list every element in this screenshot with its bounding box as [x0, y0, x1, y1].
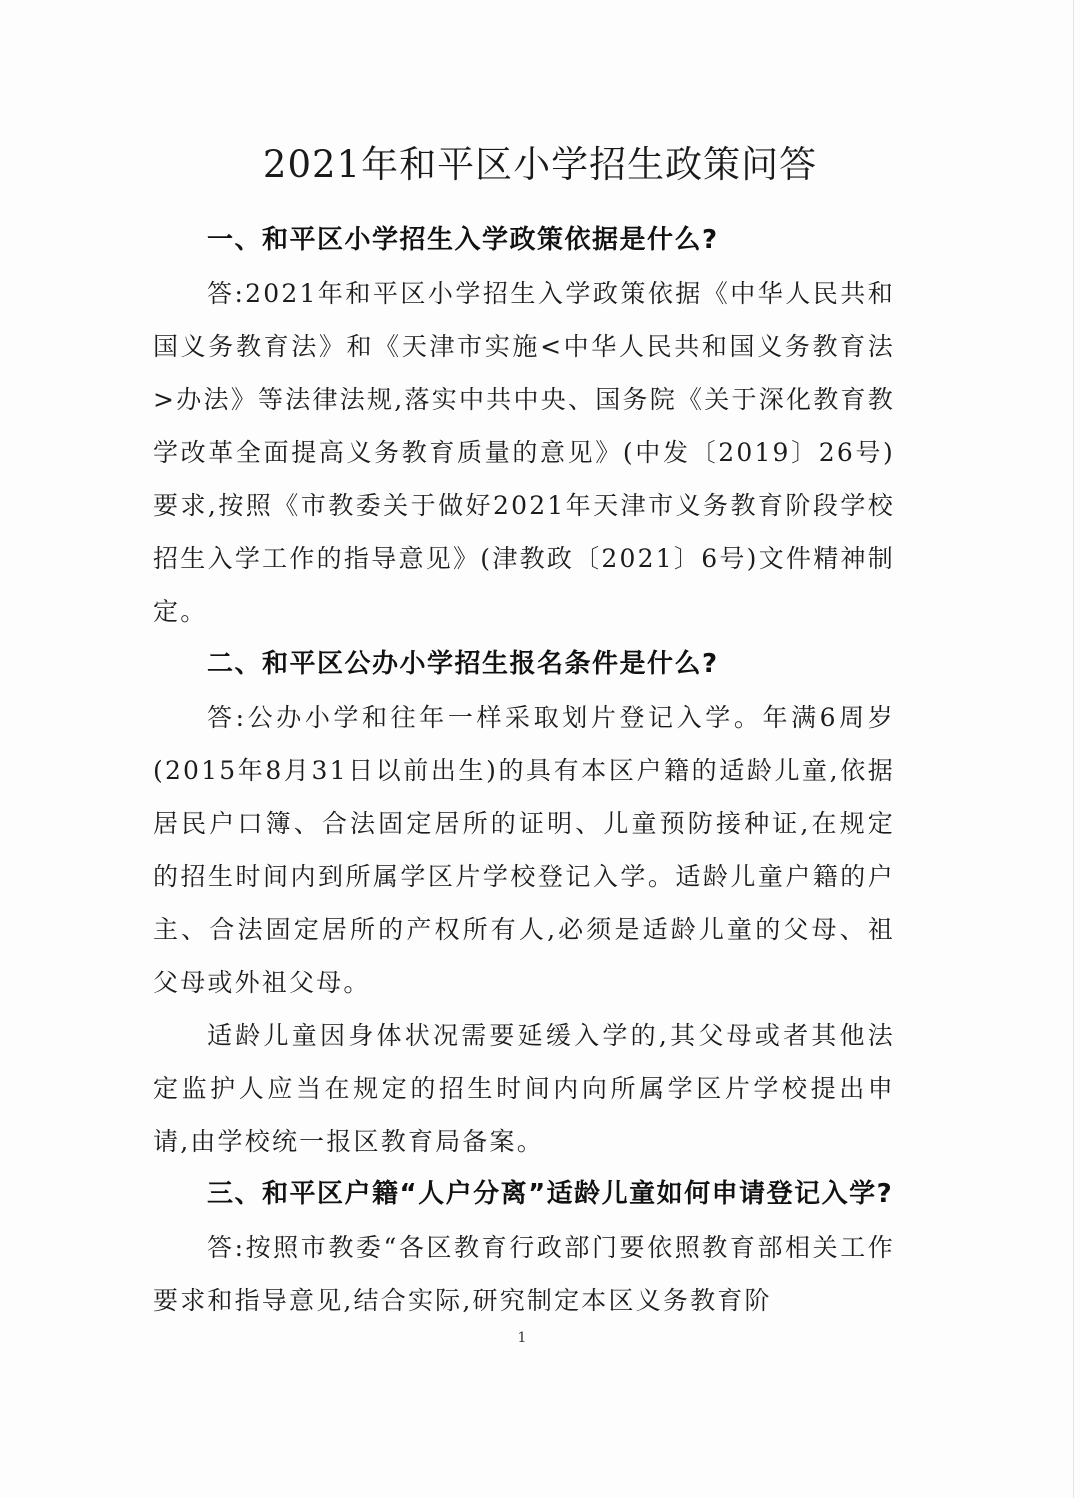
section-heading-3: 三、和平区户籍“人户分离”适龄儿童如何申请登记入学? [207, 1179, 894, 1209]
document-title: 2021年和平区小学招生政策问答 [262, 143, 818, 186]
section-2-paragraph-2: 适龄儿童因身体状况需要延缓入学的,其父母或者其他法定监护人应当在规定的招生时间内向所属学区片学校提出申请,由学校统一报区教育局备案。 [153, 1021, 895, 1156]
document-body [153, 214, 895, 1327]
section-3-answer: 答:按照市教委“各区教育行政部门要依照教育部相关工作要求和指导意见,结合实际,研究制定本区义务教育阶 [153, 1233, 895, 1315]
section-2-answer: 答:公办小学和往年一样采取划片登记入学。年满6周岁(2015年8月31日以前出生)的具有本区户籍的适龄儿童,依据居民户口簿、合法固定居所的证明、儿童预防接种证,在规定的招生时间内到所属学区片学校登记入学。适龄儿童户籍的户主、合法固定居所的产权所有人,必须是适龄儿童的父母、祖父母或外祖父母。 [153, 703, 895, 997]
section-1-answer: 答:2021年和平区小学招生入学政策依据《中华人民共和国义务教育法》和《天津市实施<中华人民共和国义务教育法>办法》等法律法规,落实中共中央、国务院《关于深化教育教学改革全面提高义务教育质量的意见》(中发〔2019〕26号)要求,按照《市教委关于做好2021年天津市义务教育阶段学校招生入学工作的指导意见》(津教政〔2021〕6号)文件精神制定。 [153, 279, 895, 626]
section-heading-1: 一、和平区小学招生入学政策依据是什么? [207, 225, 719, 255]
page-number: 1 [517, 1330, 527, 1346]
section-heading-2: 二、和平区公办小学招生报名条件是什么? [207, 649, 719, 679]
